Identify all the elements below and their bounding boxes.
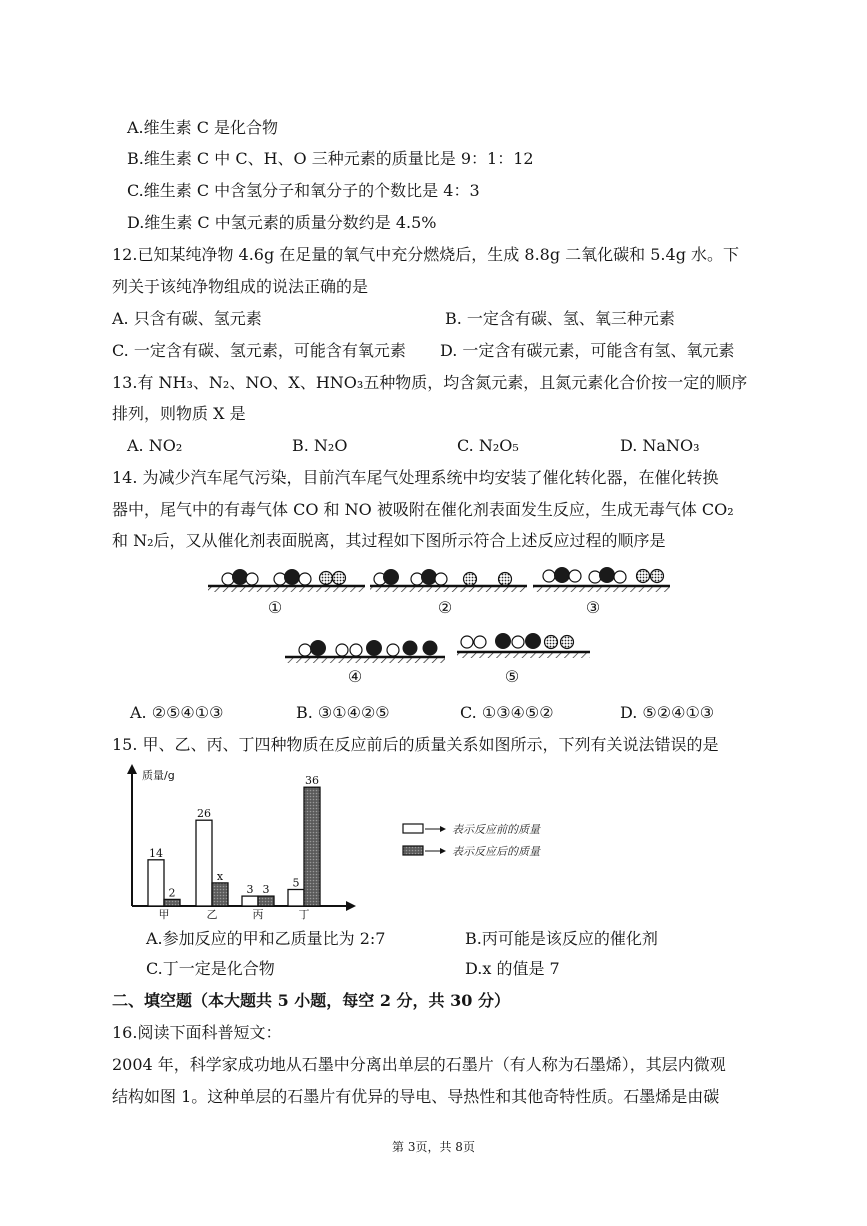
value-label-after-1: 2 bbox=[168, 886, 176, 900]
category-label-4: 丁 bbox=[298, 908, 310, 921]
q14-option-b: B. ③①④②⑤ bbox=[296, 703, 390, 722]
value-label-after-2: x bbox=[216, 869, 224, 883]
q12-option-a: A. 只含有碳、氢元素 bbox=[112, 309, 262, 328]
q11-option-a: A.维生素 C 是化合物 bbox=[127, 118, 279, 137]
q12-option-c: C. 一定含有碳、氢元素，可能含有氧元素 bbox=[112, 341, 406, 360]
value-label-before-2: 26 bbox=[197, 807, 211, 821]
q15-stem: 15. 甲、乙、丙、丁四种物质在反应前后的质量关系如图所示，下列有关说法错误的是 bbox=[112, 735, 719, 754]
category-label-1: 甲 bbox=[158, 908, 170, 921]
q16-paragraph-line2: 结构如图 1。这种单层的石墨片有优异的导电、导热性和其他奇特性质。石墨烯是由碳 bbox=[112, 1087, 720, 1106]
q13-option-c: C. N₂O₅ bbox=[457, 436, 519, 455]
diagram-label-5: ⑤ bbox=[504, 667, 520, 686]
q13-stem-line1: 13.有 NH₃、N₂、NO、X、HNO₃五种物质，均含氮元素，且氮元素化合价按一定的顺序 bbox=[112, 373, 748, 392]
q11-option-b: B.维生素 C 中 C、H、O 三种元素的质量比是 9：1：12 bbox=[127, 149, 534, 168]
bar-after-3 bbox=[258, 896, 274, 906]
q16-title: 16.阅读下面科普短文： bbox=[112, 1023, 282, 1042]
legend-label-after: 表示反应后的质量 bbox=[452, 845, 540, 858]
diagram-label-4: ④ bbox=[347, 667, 363, 686]
bar-before-4 bbox=[288, 890, 304, 907]
q14-option-a: A. ②⑤④①③ bbox=[130, 703, 224, 722]
legend-swatch-before bbox=[403, 824, 423, 833]
page-footer: 第 3页，共 8页 bbox=[392, 1140, 475, 1154]
section-title-fill-blank: 二、填空题（本大题共 5 小题，每空 2 分，共 30 分） bbox=[112, 991, 510, 1010]
q13-option-a: A. NO₂ bbox=[127, 436, 183, 455]
bar-after-2 bbox=[212, 883, 228, 906]
category-label-3: 丙 bbox=[252, 908, 264, 921]
y-axis-arrow bbox=[127, 764, 137, 774]
q16-paragraph-line1: 2004 年，科学家成功地从石墨中分离出单层的石墨片（有人称为石墨烯），其层内微观 bbox=[112, 1055, 726, 1074]
x-axis-arrow bbox=[346, 901, 356, 911]
q13-stem-line2: 排列，则物质 X 是 bbox=[112, 404, 246, 423]
q15-option-d: D.x 的值是 7 bbox=[465, 959, 560, 978]
value-label-before-4: 5 bbox=[292, 876, 300, 890]
bar-after-4 bbox=[304, 787, 320, 906]
value-label-after-4: 36 bbox=[305, 774, 319, 788]
q14-stem-line1: 14. 为减少汽车尾气污染，目前汽车尾气处理系统中均安装了催化转化器，在催化转换 bbox=[112, 468, 719, 487]
value-label-before-3: 3 bbox=[246, 883, 254, 897]
q12-stem-line1: 12.已知某纯净物 4.6g 在足量的氧气中充分燃烧后，生成 8.8g 二氧化碳和 5.4g 水。下 bbox=[112, 245, 740, 264]
value-label-before-1: 14 bbox=[149, 846, 163, 860]
bar-before-1 bbox=[148, 860, 164, 906]
legend-swatch-after bbox=[403, 846, 423, 855]
q14-option-d: D. ⑤②④①③ bbox=[620, 703, 715, 722]
q12-stem-line2: 列关于该纯净物组成的说法正确的是 bbox=[112, 277, 369, 296]
q14-stem-line2: 器中，尾气中的有毒气体 CO 和 NO 被吸附在催化剂表面发生反应，生成无毒气体 CO₂ bbox=[112, 500, 734, 519]
diagram-label-3: ③ bbox=[585, 598, 601, 617]
q15-option-c: C.丁一定是化合物 bbox=[146, 959, 275, 978]
q12-option-d: D. 一定含有碳元素，可能含有氢、氧元素 bbox=[440, 341, 735, 360]
y-axis-label: 质量/g bbox=[142, 769, 175, 782]
q13-option-b: B. N₂O bbox=[292, 436, 348, 455]
diagram-label-2: ② bbox=[437, 598, 453, 617]
q15-option-b: B.丙可能是该反应的催化剂 bbox=[465, 929, 658, 948]
bar-after-1 bbox=[164, 899, 180, 906]
q14-option-c: C. ①③④⑤② bbox=[460, 703, 554, 722]
q13-option-d: D. NaNO₃ bbox=[620, 436, 700, 455]
q12-option-b: B. 一定含有碳、氢、氧三种元素 bbox=[445, 309, 675, 328]
diagram-label-1: ① bbox=[267, 598, 283, 617]
q11-option-c: C.维生素 C 中含氢分子和氧分子的个数比是 4：3 bbox=[127, 181, 480, 200]
category-label-2: 乙 bbox=[206, 908, 218, 921]
legend-label-before: 表示反应前的质量 bbox=[452, 823, 540, 836]
bar-before-2 bbox=[196, 820, 212, 906]
bar-before-3 bbox=[242, 896, 258, 906]
q15-option-a: A.参加反应的甲和乙质量比为 2:7 bbox=[146, 929, 386, 948]
q11-option-d: D.维生素 C 中氢元素的质量分数约是 4.5% bbox=[127, 213, 437, 232]
q14-stem-line3: 和 N₂后，又从催化剂表面脱离，其过程如下图所示符合上述反应过程的顺序是 bbox=[112, 531, 666, 550]
value-label-after-3: 3 bbox=[262, 883, 270, 897]
